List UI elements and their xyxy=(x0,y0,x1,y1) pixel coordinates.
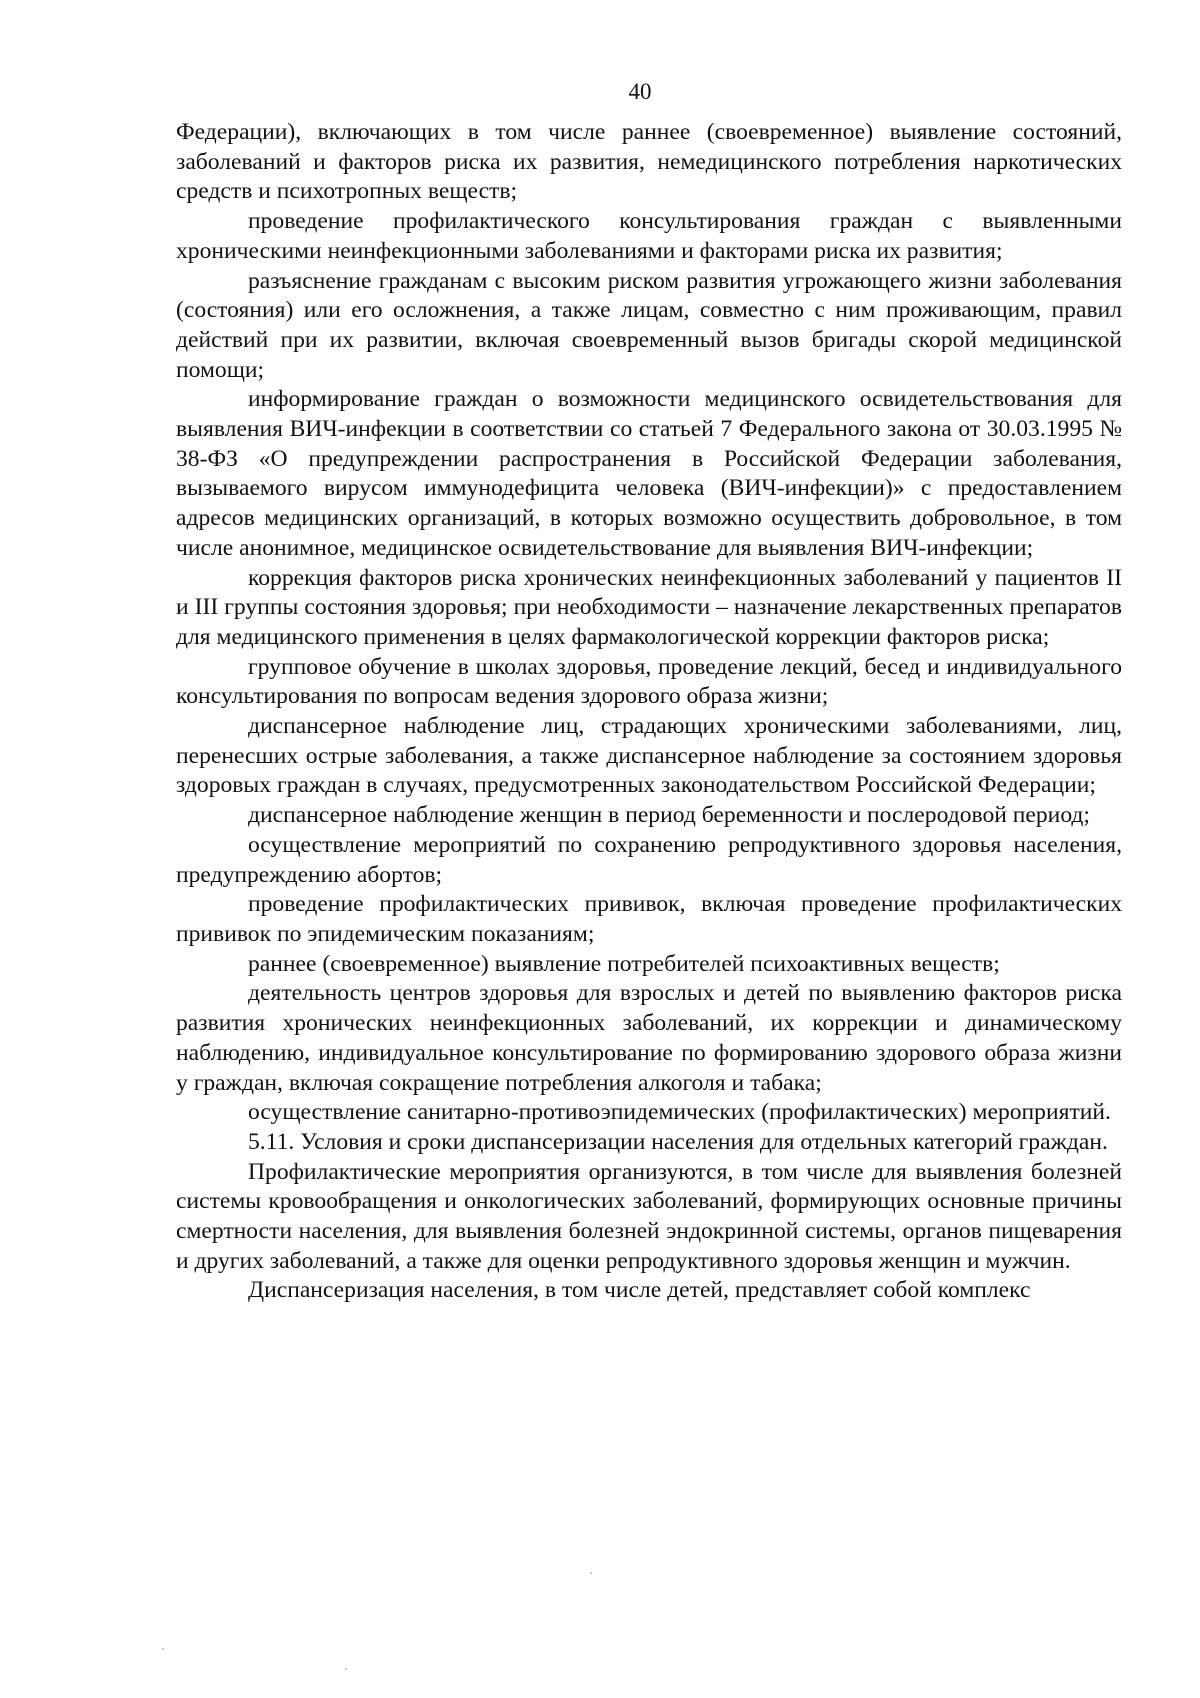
paragraph-preventive-measures: Профилактические мероприятия организуются, в том числе для выявления болезней системы кровообращения и онкологических заболеваний, формирующих основные причины смертности населения, для выявления болезней эндокринной системы, органов пищеварения и других заболеваний, а также для оценки репродуктивного здоровья женщин и мужчин. xyxy=(176,1158,1122,1274)
paragraph-health-centers: деятельность центров здоровья для взрослых и детей по выявлению факторов риска развития хронических неинфекционных заболеваний, их коррекции и динамическому наблюдению, индивидуальное консультирование по формированию здорового образа жизни у граждан, включая сокращение потребления алкоголя и табака; xyxy=(176,980,1122,1096)
paragraph-early-detection: раннее (своевременное) выявление потребителей психоактивных веществ; xyxy=(248,950,1000,977)
paragraph-consulting: проведение профилактического консультирования граждан с выявленными хроническими неинфекционными заболеваниями и факторами риска их развития; xyxy=(176,208,1122,264)
document-body xyxy=(176,118,1122,1306)
paragraph-dispensarization: Диспансеризация населения, в том числе детей, представляет собой комплекс xyxy=(248,1277,1031,1304)
page-number: 40 xyxy=(628,79,652,104)
paragraph-group-training: групповое обучение в школах здоровья, проведение лекций, бесед и индивидуального консультирования по вопросам ведения здорового образа жизни; xyxy=(176,653,1122,710)
paragraph-sanitary-measures: осуществление санитарно-противоэпидемических (профилактических) мероприятий. xyxy=(248,1099,1111,1126)
scan-speck xyxy=(590,1572,592,1574)
paragraph-hiv-informing: информирование граждан о возможности медицинского освидетельствования для выявления ВИЧ-инфекции в соответствии со статьей 7 Федерального закона от 30.03.1995 № 38-ФЗ «О предупреждении распространения в Российской Федерации заболевания, вызываемого вирусом иммунодефицита человека (ВИЧ-инфекции)» с предоставлением адресов медицинских организаций, в которых возможно осуществить добровольное, в том числе анонимное, медицинское освидетельствование для выявления ВИЧ-инфекции; xyxy=(176,386,1122,561)
paragraph-reproductive-health: осуществление мероприятий по сохранению репродуктивного здоровья населения, предупреждению абортов; xyxy=(176,831,1122,888)
paragraph-continuation: Федерации), включающих в том числе раннее (своевременное) выявление состояний, заболеваний и факторов риска их развития, немедицинского потребления наркотических средств и психотропных веществ; xyxy=(176,119,1122,205)
paragraph-risk-correction: коррекция факторов риска хронических неинфекционных заболеваний у пациентов II и III группы состояния здоровья; при необходимости – назначение лекарственных препаратов для медицинского применения в целях фармакологической коррекции факторов риска; xyxy=(176,564,1122,650)
scan-speck xyxy=(162,1648,164,1650)
scan-speck xyxy=(345,1668,347,1670)
section-heading-5-11: 5.11. Условия и сроки диспансеризации населения для отдельных категорий граждан. xyxy=(248,1128,1108,1155)
paragraph-pregnancy-observation: диспансерное наблюдение женщин в период беременности и послеродовой период; xyxy=(248,802,1090,829)
paragraph-vaccinations: проведение профилактических прививок, включая проведение профилактических прививок по эпидемическим показаниям; xyxy=(176,891,1122,947)
paragraph-explanation: разъяснение гражданам с высоким риском развития угрожающего жизни заболевания (состояния) или его осложнения, а также лицам, совместно с ним проживающим, правил действий при их развитии, включая своевременный вызов бригады скорой медицинской помощи; xyxy=(176,267,1122,383)
paragraph-dispensary-observation: диспансерное наблюдение лиц, страдающих хроническими заболеваниями, лиц, перенесших острые заболевания, а также диспансерное наблюдение за состоянием здоровья здоровых граждан в случаях, предусмотренных законодательством Российской Федерации; xyxy=(176,713,1122,799)
